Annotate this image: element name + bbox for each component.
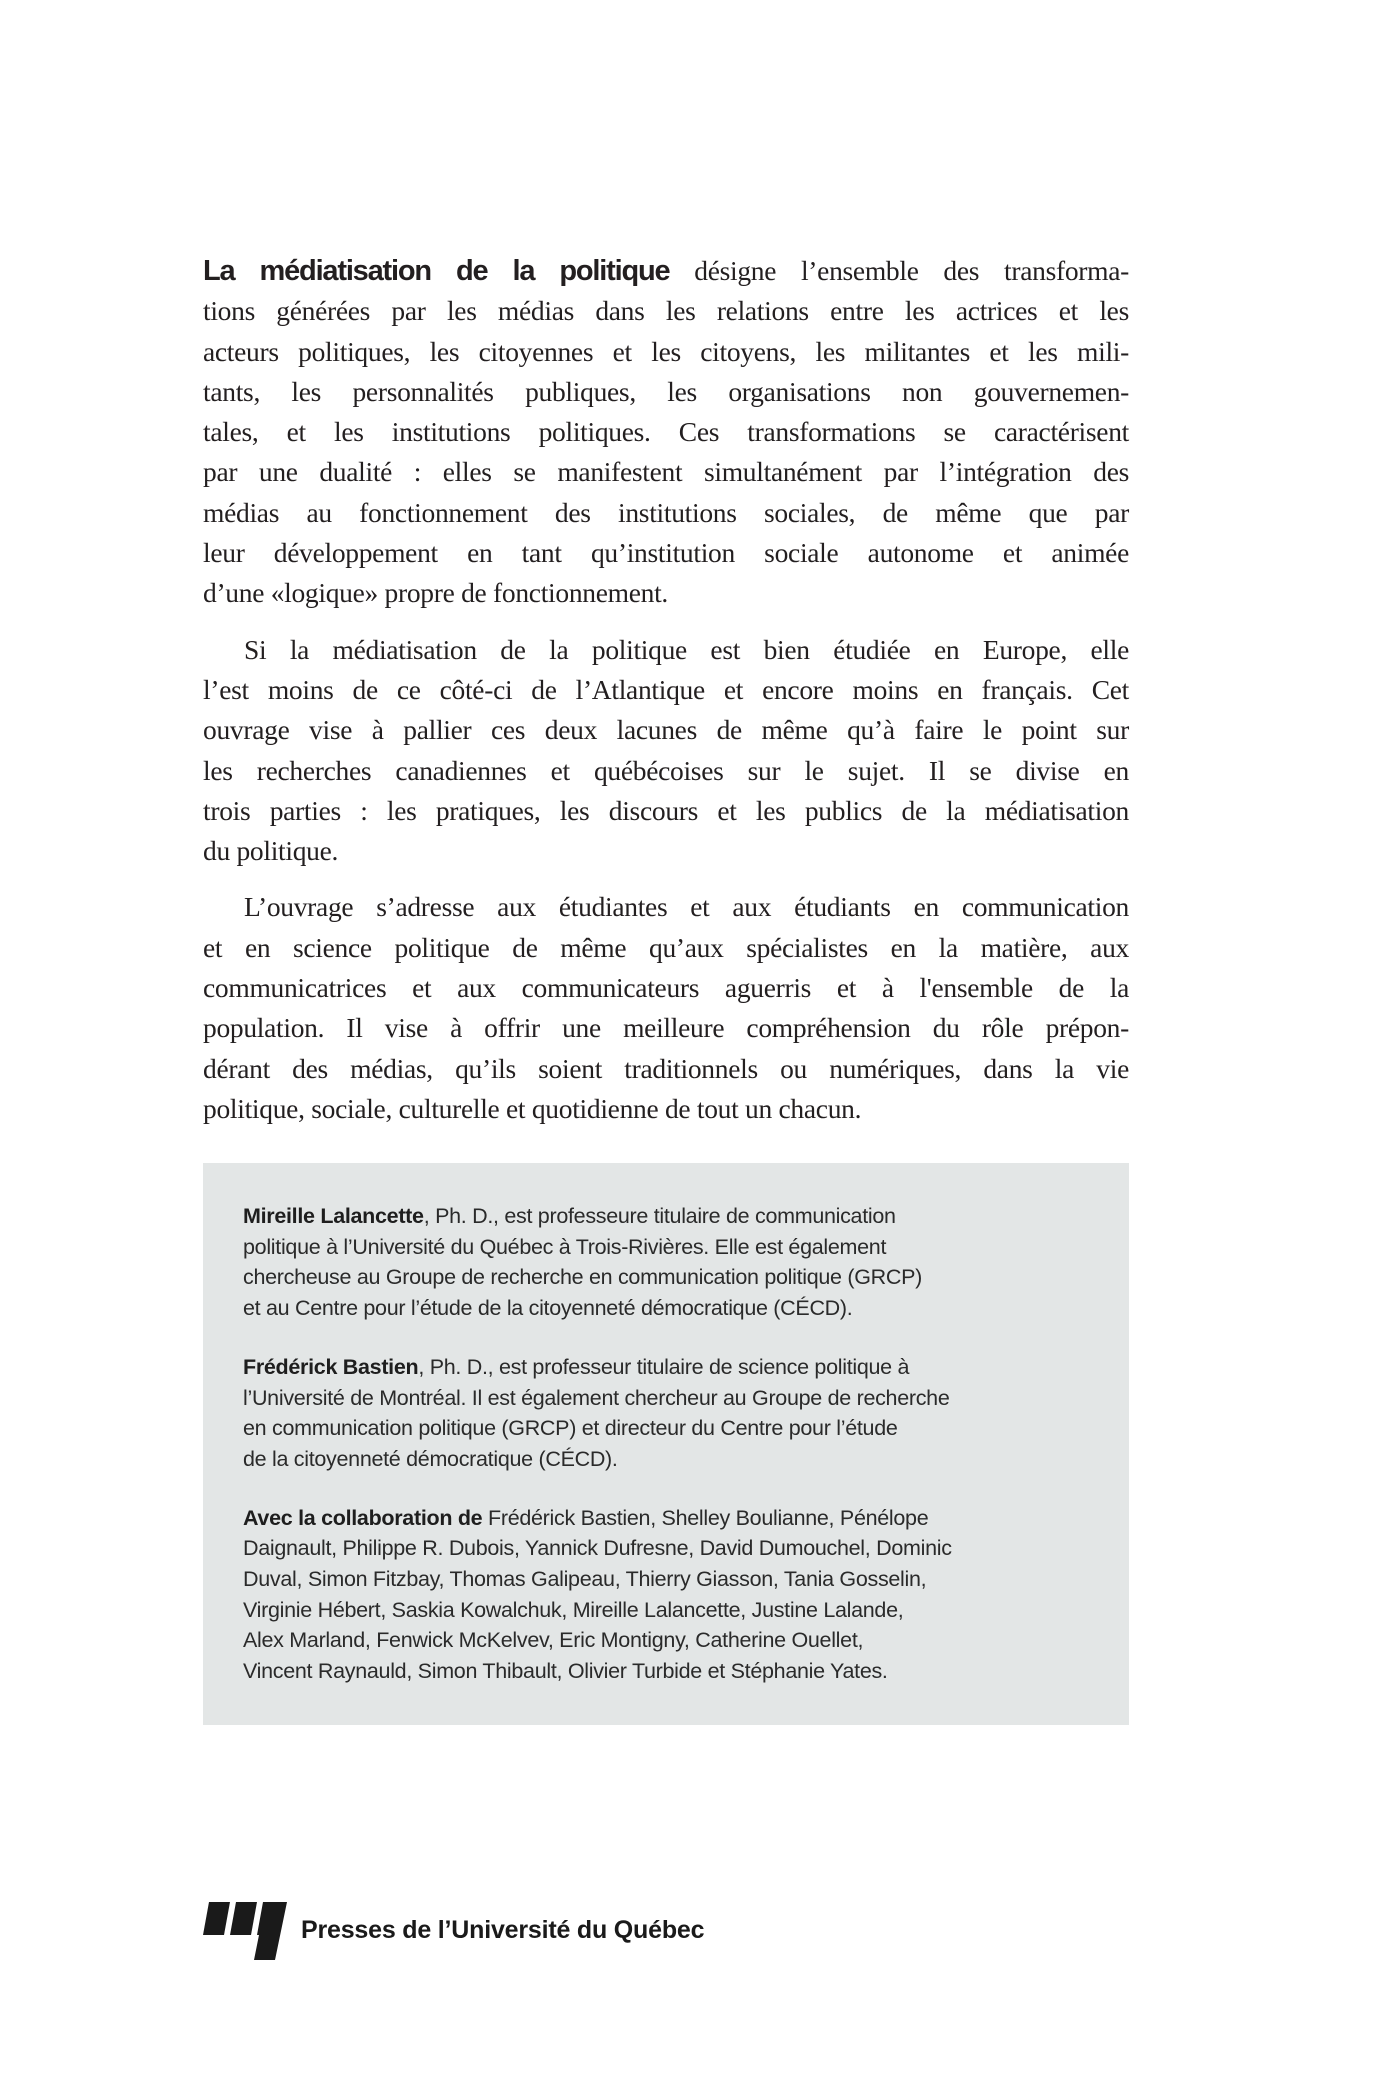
text-line: d’une «logique» propre de fonctionnement. — [203, 577, 668, 609]
text-line: politique à l’Université du Québec à Trois-Rivières. Elle est également — [243, 1234, 887, 1259]
text-line: chercheuse au Groupe de recherche en communication politique (GRCP) — [243, 1265, 923, 1290]
text-line: , Ph. D., est professeure titulaire de communication — [423, 1204, 896, 1228]
text-line: Virginie Hébert, Saskia Kowalchuk, Mireille Lalancette, Justine Lalande, — [243, 1597, 904, 1622]
publisher-footer — [203, 1900, 704, 1960]
text-line: médias au fonctionnement des institutions sociales, de même que par — [203, 496, 1129, 528]
description-text — [203, 251, 1129, 1145]
collaborators — [243, 1503, 1089, 1687]
text-line: du politique. — [203, 835, 339, 867]
text-line: ouvrage vise à pallier ces deux lacunes de même qu’à faire le point sur — [203, 714, 1129, 746]
paragraph-1 — [203, 251, 1129, 614]
text-line: tions générées par les médias dans les relations entre les actrices et les — [203, 295, 1129, 327]
text-line: en communication politique (GRCP) et directeur du Centre pour l’étude — [243, 1416, 898, 1441]
text-line: l’Université de Montréal. Il est également chercheur au Groupe de recherche — [243, 1385, 950, 1410]
text-line: désigne l’ensemble des transforma- — [669, 255, 1129, 286]
author-name: Mireille Lalancette — [243, 1204, 424, 1228]
paragraph-2 — [203, 630, 1129, 872]
author-bio-bastien — [243, 1352, 1089, 1475]
text-line: L’ouvrage s’adresse aux étudiantes et aux étudiants en communication — [244, 891, 1129, 923]
paragraph-3 — [203, 887, 1129, 1129]
text-line: , Ph. D., est professeur titulaire de science politique à — [418, 1354, 910, 1379]
collaborators-label: Avec la collaboration de — [243, 1505, 483, 1530]
authors-box — [203, 1163, 1129, 1725]
text-line: Duval, Simon Fitzbay, Thomas Galipeau, Thierry Giasson, Tania Gosselin, — [243, 1567, 927, 1592]
text-line: tales, et les institutions politiques. Ces transformations se caractérisent — [203, 416, 1129, 448]
text-line: Alex Marland, Fenwick McKelvev, Eric Montigny, Catherine Ouellet, — [243, 1628, 864, 1653]
author-bio-lalancette — [243, 1201, 1089, 1324]
text-line: tants, les personnalités publiques, les organisations non gouvernemen- — [203, 375, 1129, 407]
text-line: de la citoyenneté démocratique (CÉCD). — [243, 1446, 618, 1471]
text-line: l’est moins de ce côté-ci de l’Atlantique et encore moins en français. Cet — [203, 673, 1129, 705]
text-line: population. Il vise à offrir une meilleure compréhension du rôle prépon- — [203, 1012, 1129, 1044]
text-line: politique, sociale, culturelle et quotidienne de tout un chacun. — [203, 1092, 862, 1124]
text-line: Vincent Raynauld, Simon Thibault, Olivier Turbide et Stéphanie Yates. — [243, 1659, 888, 1684]
text-line: communicatrices et aux communicateurs aguerris et à l'ensemble de la — [203, 972, 1129, 1004]
puq-logo-icon — [203, 1900, 293, 1960]
text-line: et en science politique de même qu’aux spécialistes en la matière, aux — [203, 931, 1129, 963]
text-line: par une dualité : elles se manifestent simultanément par l’intégration des — [203, 456, 1129, 488]
text-line: leur développement en tant qu’institution sociale autonome et animée — [203, 537, 1129, 569]
text-line: trois parties : les pratiques, les discours et les publics de la médiatisation — [203, 794, 1129, 826]
text-line: Frédérick Bastien, Shelley Boulianne, Pénélope — [482, 1505, 929, 1530]
text-line: Daignault, Philippe R. Dubois, Yannick Dufresne, David Dumouchel, Dominic — [243, 1536, 952, 1561]
author-name: Frédérick Bastien — [243, 1354, 419, 1379]
lead-phrase: La médiatisation de la politique — [203, 255, 670, 287]
text-line: acteurs politiques, les citoyennes et les citoyens, les militantes et les mili- — [203, 335, 1129, 367]
publisher-name: Presses de l’Université du Québec — [301, 1916, 705, 1944]
text-line: les recherches canadiennes et québécoises sur le sujet. Il se divise en — [203, 754, 1129, 786]
text-line: et au Centre pour l’étude de la citoyenneté démocratique (CÉCD). — [243, 1296, 853, 1321]
text-line: dérant des médias, qu’ils soient traditionnels ou numériques, dans la vie — [203, 1052, 1129, 1084]
text-line: Si la médiatisation de la politique est bien étudiée en Europe, elle — [244, 633, 1129, 665]
